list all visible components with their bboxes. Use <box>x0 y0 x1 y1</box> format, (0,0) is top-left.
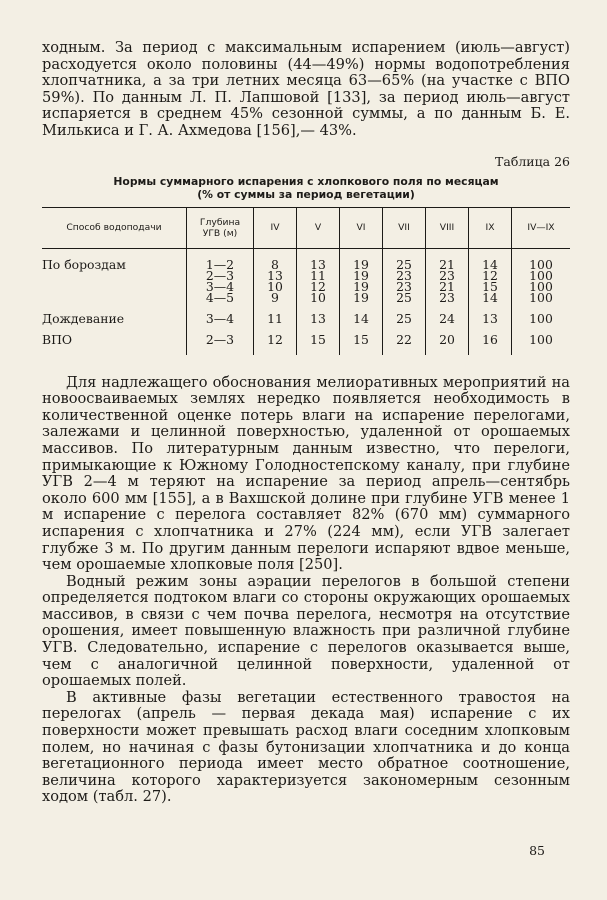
depth-cell: 3—4 <box>187 281 254 292</box>
value-cell: 25 <box>383 292 426 303</box>
value-cell: 13 <box>469 313 512 324</box>
value-cell: 100 <box>512 270 571 281</box>
value-cell: 21 <box>426 281 469 292</box>
header-depth <box>187 207 254 248</box>
value-cell: 23 <box>426 270 469 281</box>
value-cell: 12 <box>297 281 340 292</box>
header-month: V <box>297 207 340 248</box>
value-cell: 100 <box>512 259 571 270</box>
page-content <box>42 40 570 806</box>
value-cell: 10 <box>297 292 340 303</box>
value-cell: 20 <box>426 334 469 345</box>
value-cell: 24 <box>426 313 469 324</box>
paragraph: Для надлежащего обоснования мелиоративных мероприятий на новоосваиваемых землях нередко появляется необходимость в количественной оценке потерь влаги на испарение перелогами, залежами и целинной поверхностью, удаленной от орошаемых массивов. По литературным данным известно, что перелоги, примыкающие к Южному Голодностепскому каналу, при глубине УГВ 2—4 м теряют на испарение за период апрель—сентябрь около 600 мм [155], а в Вахшской долине при глубине УГВ менее 1 м испарение с перелога составляет 82% (670 мм) суммарного испарения с хлопчатника и 27% (224 мм), если УГВ залегает глубже 3 м. По другим данным перелоги испаряют вдвое меньше, чем орошаемые хлопковые поля [250]. <box>42 373 570 574</box>
value-cell: 19 <box>340 259 383 270</box>
header-method: Способ водоподачи <box>42 207 187 248</box>
value-cell: 13 <box>297 259 340 270</box>
value-cell: 21 <box>426 259 469 270</box>
table-row <box>42 334 570 345</box>
method-furrow: По бороздам <box>42 256 126 272</box>
page-number: 85 <box>529 843 545 858</box>
value-cell: 9 <box>254 292 297 303</box>
value-cell: 25 <box>383 259 426 270</box>
value-cell: 11 <box>254 313 297 324</box>
header-month: IV <box>254 207 297 248</box>
value-cell: 13 <box>254 270 297 281</box>
paragraph: В активные фазы вегетации естественного травостоя на перелогах (апрель — первая декада мая) испарение с их поверхности может превышать расход влаги соседним хлопковым полем, но начиная с фазы бутонизации хлопчатника и до конца вегетационного периода имеет место обратное соотношение, величина которого характеризуется закономерным сезонным ходом (табл. 27). <box>42 688 570 806</box>
value-cell: 11 <box>297 270 340 281</box>
method-vpo: ВПО <box>42 331 73 347</box>
table-title-line1: Нормы суммарного испарения с хлопкового поля по месяцам <box>113 174 499 188</box>
header-depth-line1: Глубина <box>199 216 241 228</box>
value-cell: 15 <box>340 334 383 345</box>
value-cell: 13 <box>297 313 340 324</box>
depth-cell: 2—3 <box>187 270 254 281</box>
value-cell: 19 <box>340 281 383 292</box>
header-month: VI <box>340 207 383 248</box>
value-cell: 14 <box>340 313 383 324</box>
table-row <box>42 292 570 303</box>
body-text <box>42 375 570 806</box>
value-cell: 22 <box>383 334 426 345</box>
value-cell: 15 <box>297 334 340 345</box>
value-cell: 8 <box>254 259 297 270</box>
value-cell: 10 <box>254 281 297 292</box>
value-cell: 23 <box>383 281 426 292</box>
table-header-row <box>42 207 570 248</box>
value-cell: 14 <box>469 259 512 270</box>
value-cell: 100 <box>512 292 571 303</box>
value-cell: 19 <box>340 270 383 281</box>
value-cell: 23 <box>383 270 426 281</box>
table-row <box>42 313 570 324</box>
header-depth-line2: УГВ (м) <box>202 227 238 239</box>
depth-cell: 2—3 <box>187 334 254 345</box>
method-sprinkling: Дождевание <box>42 310 125 326</box>
header-month: VII <box>383 207 426 248</box>
value-cell: 12 <box>254 334 297 345</box>
value-cell: 14 <box>469 292 512 303</box>
table-title <box>42 175 570 201</box>
value-cell: 16 <box>469 334 512 345</box>
value-cell: 19 <box>340 292 383 303</box>
evaporation-table <box>42 207 570 355</box>
depth-cell: 3—4 <box>187 313 254 324</box>
value-cell: 100 <box>512 281 571 292</box>
header-month: IX <box>469 207 512 248</box>
header-month: VIII <box>426 207 469 248</box>
table-number: Таблица 26 <box>495 153 570 169</box>
value-cell: 23 <box>426 292 469 303</box>
value-cell: 100 <box>512 334 571 345</box>
value-cell: 12 <box>469 270 512 281</box>
paragraph: Водный режим зоны аэрации перелогов в большой степени определяется подтоком влаги со стороны окружающих орошаемых массивов, в связи с чем почва перелога, несмотря на отсутствие орошения, имеет повышенную влажность при различной глубине УГВ. Следовательно, испарение с перелогов оказывается выше, чем с аналогичной целинной поверхности, удаленной от орошаемых полей. <box>42 572 570 690</box>
value-cell: 25 <box>383 313 426 324</box>
intro-paragraph: ходным. За период с максимальным испарением (июль—август) расходуется около половины (44—49%) нормы водопотребления хлопчатника, а за три летних месяца 63—65% (на участке с ВПО 59%). По данным Л. П. Лапшовой [133], за период июль—август испаряется в среднем 45% сезонной суммы, а по данным Б. Е. Милькиса и Г. А. Ахмедова [156],— 43%. <box>42 39 570 139</box>
value-cell: 15 <box>469 281 512 292</box>
depth-cell: 1—2 <box>187 259 254 270</box>
table-title-line2: (% от суммы за период вегетации) <box>197 187 415 201</box>
header-total: IV—IX <box>512 207 571 248</box>
depth-cell: 4—5 <box>187 292 254 303</box>
value-cell: 100 <box>512 313 571 324</box>
